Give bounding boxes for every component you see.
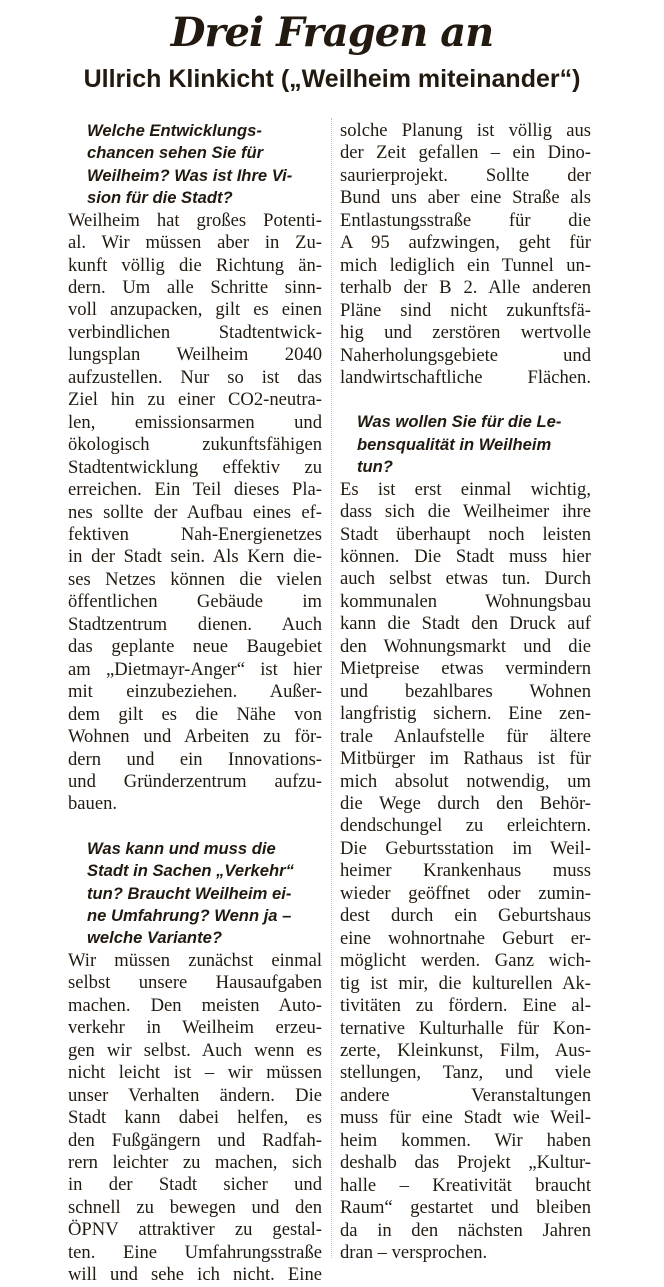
answer-line: in der Stadt sein. Als Kern die- bbox=[68, 546, 322, 568]
answer-line: Wir müssen zunächst einmal bbox=[68, 949, 322, 971]
answer-2-part-2 bbox=[340, 120, 591, 389]
answer-line: ten. Eine Umfahrungsstraße bbox=[68, 1241, 322, 1263]
answer-line: andere Veranstaltungen bbox=[340, 1084, 591, 1106]
question-line: Stadt in Sachen „Verkehr“ bbox=[87, 861, 294, 881]
answer-line: Pläne sind nicht zukunftsfä- bbox=[340, 299, 591, 321]
answer-line: da in den nächsten Jahren bbox=[340, 1219, 591, 1241]
answer-line: das geplante neue Baugebiet bbox=[68, 636, 322, 658]
answer-line: ÖPNV attraktiver zu gestal- bbox=[68, 1219, 322, 1241]
answer-line: Stadtzentrum dienen. Auch bbox=[68, 613, 322, 635]
answer-line: auch selbst etwas tun. Durch bbox=[340, 568, 591, 590]
answer-line: in der Stadt sicher und bbox=[68, 1174, 322, 1196]
answer-line: will und sehe ich nicht. Eine bbox=[68, 1264, 322, 1286]
answer-line: mich absolut notwendig, um bbox=[340, 770, 591, 792]
answer-line: öffentlichen Gebäude im bbox=[68, 591, 322, 613]
question-line: sion für die Stadt? bbox=[87, 188, 233, 208]
answer-line: ses Netzes können die vielen bbox=[68, 568, 322, 590]
column-divider bbox=[331, 118, 332, 1258]
question-line: Was wollen Sie für die Le- bbox=[357, 412, 562, 432]
answer-line: hig und zerstören wertvolle bbox=[340, 322, 591, 344]
answer-line: deshalb das Projekt „Kultur- bbox=[340, 1152, 591, 1174]
answer-line: Entlastungsstraße für die bbox=[340, 209, 591, 231]
section-gap bbox=[340, 389, 591, 411]
answer-line: mich lediglich ein Tunnel un- bbox=[340, 254, 591, 276]
answer-line: kommunalen Wohnungsbau bbox=[340, 590, 591, 612]
answer-line: mit einzubeziehen. Außer- bbox=[68, 681, 322, 703]
answer-line: nes sollte der Aufbau eines ef- bbox=[68, 501, 322, 523]
question-line: tun? bbox=[357, 457, 393, 477]
answer-line: wieder geöffnet oder zumin- bbox=[340, 882, 591, 904]
answer-line: landwirtschaftliche Flächen. bbox=[340, 366, 591, 388]
answer-line: Raum“ gestartet und bleiben bbox=[340, 1197, 591, 1219]
answer-line: nicht leicht ist – wir müssen bbox=[68, 1062, 322, 1084]
answer-line: muss für eine Stadt wie Weil- bbox=[340, 1107, 591, 1129]
answer-line: eine wohnortnahe Geburt er- bbox=[340, 927, 591, 949]
answer-line: zerte, Kleinkunst, Film, Aus- bbox=[340, 1039, 591, 1061]
question-line: Weilheim? Was ist Ihre Vi- bbox=[87, 165, 293, 185]
answer-line: len, emissionsarmen und bbox=[68, 411, 322, 433]
answer-line: verkehr in Weilheim erzeu- bbox=[68, 1017, 322, 1039]
answer-line: stellungen, Tanz, und viele bbox=[340, 1062, 591, 1084]
answer-line: halle – Kreativität braucht bbox=[340, 1174, 591, 1196]
answer-line: Es ist erst einmal wichtig, bbox=[340, 478, 591, 500]
answer-line: dest durch ein Geburtshaus bbox=[340, 905, 591, 927]
answer-line: ternative Kulturhalle für Kon- bbox=[340, 1017, 591, 1039]
answer-line: den Wohnungsmarkt und die bbox=[340, 635, 591, 657]
answer-line: Mietpreise etwas vermindern bbox=[340, 658, 591, 680]
answer-line: aufzustellen. Nur so ist das bbox=[68, 366, 322, 388]
answer-line: kann die Stadt den Druck auf bbox=[340, 613, 591, 635]
answer-line: dem gilt es die Nähe von bbox=[68, 703, 322, 725]
question-1 bbox=[68, 120, 322, 210]
answer-line: und bezahlbares Wohnen bbox=[340, 680, 591, 702]
answer-line: Wohnen und Arbeiten zu för- bbox=[68, 726, 322, 748]
answer-line: unser Verhalten ändern. Die bbox=[68, 1084, 322, 1106]
answer-line: Stadt überhaupt noch leisten bbox=[340, 523, 591, 545]
answer-line: der Zeit gefallen – ein Dino- bbox=[340, 142, 591, 164]
answer-line: Stadt kann dabei helfen, es bbox=[68, 1107, 322, 1129]
answer-line: al. Wir müssen aber in Zu- bbox=[68, 232, 322, 254]
answer-line: tig ist mir, die kulturellen Ak- bbox=[340, 972, 591, 994]
answer-line: gen wir selbst. Auch wenn es bbox=[68, 1039, 322, 1061]
answer-line: voll anzupacken, gilt es einen bbox=[68, 299, 322, 321]
answer-line: terhalb der B 2. Alle anderen bbox=[340, 277, 591, 299]
answer-line: dass sich die Weilheimer ihre bbox=[340, 501, 591, 523]
answer-line: fektiven Nah-Energienetzes bbox=[68, 523, 322, 545]
question-line: welche Variante? bbox=[87, 928, 222, 948]
answer-line: trale Anlaufstelle für ältere bbox=[340, 725, 591, 747]
answer-line: langfristig sichern. Eine zen- bbox=[340, 703, 591, 725]
answer-line: dern und ein Innovations- bbox=[68, 748, 322, 770]
answer-2-part-1 bbox=[68, 950, 322, 1287]
answer-line: Naherholungsgebiete und bbox=[340, 344, 591, 366]
headline: Drei Fragen an bbox=[170, 9, 494, 56]
answer-line: Bund uns aber eine Straße als bbox=[340, 187, 591, 209]
answer-line: Mitbürger im Rathaus ist für bbox=[340, 748, 591, 770]
answer-line: saurierprojekt. Sollte der bbox=[340, 164, 591, 186]
answer-line: rern leichter zu machen, sich bbox=[68, 1151, 322, 1173]
answer-line: Weilheim hat großes Potenti- bbox=[68, 209, 322, 231]
answer-line: schnell zu bewegen und den bbox=[68, 1196, 322, 1218]
answer-3 bbox=[340, 479, 591, 1265]
answer-line: selbst unsere Hausaufgaben bbox=[68, 972, 322, 994]
answer-line: die Wege durch den Behör- bbox=[340, 793, 591, 814]
answer-line: erreichen. Ein Teil dieses Pla- bbox=[68, 479, 322, 501]
answer-line: Stadtentwicklung effektiv zu bbox=[68, 456, 322, 478]
answer-line: lungsplan Weilheim 2040 bbox=[68, 344, 322, 366]
question-2 bbox=[68, 838, 322, 950]
answer-line: dran – versprochen. bbox=[340, 1242, 488, 1264]
answer-line: ökologisch zukunftsfähigen bbox=[68, 434, 322, 456]
answer-line: machen. Den meisten Auto- bbox=[68, 994, 322, 1016]
question-3 bbox=[340, 411, 591, 478]
question-line: tun? Braucht Weilheim ei- bbox=[87, 883, 292, 903]
answer-line: kunft völlig die Richtung än- bbox=[68, 254, 322, 276]
answer-line: heim kommen. Wir haben bbox=[340, 1129, 591, 1151]
answer-1 bbox=[68, 210, 322, 816]
section-gap bbox=[68, 816, 322, 838]
answer-line: Ziel hin zu einer CO2-neutra- bbox=[68, 389, 322, 411]
column-left bbox=[68, 120, 322, 1287]
question-line: Was kann und muss die bbox=[87, 838, 276, 858]
column-right bbox=[340, 120, 591, 1265]
subheadline: Ullrich Klinkicht („Weilheim miteinander“) bbox=[83, 65, 581, 93]
question-line: bensqualität in Weilheim bbox=[357, 434, 552, 454]
answer-line: und Gründerzentrum aufzu- bbox=[68, 770, 322, 792]
answer-line: bauen. bbox=[68, 793, 118, 815]
answer-line: am „Dietmayr-Anger“ ist hier bbox=[68, 658, 322, 680]
question-line: Welche Entwicklungs- bbox=[87, 121, 262, 140]
answer-line: können. Die Stadt muss hier bbox=[340, 546, 591, 568]
answer-line: tivitäten zu fördern. Eine al- bbox=[340, 995, 591, 1017]
answer-line: den Fußgängern und Radfah- bbox=[68, 1129, 322, 1151]
answer-line: heimer Krankenhaus muss bbox=[340, 860, 591, 882]
answer-line: solche Planung ist völlig aus bbox=[340, 120, 591, 141]
answer-line: dendschungel zu erleichtern. bbox=[340, 815, 591, 837]
answer-line: verbindlichen Stadtentwick- bbox=[68, 321, 322, 343]
question-line: ne Umfahrung? Wenn ja – bbox=[87, 906, 292, 926]
answer-line: möglicht werden. Ganz wich- bbox=[340, 950, 591, 972]
question-line: chancen sehen Sie für bbox=[87, 143, 264, 163]
answer-line: A 95 aufzwingen, geht für bbox=[340, 232, 591, 254]
answer-line: Die Geburtsstation im Weil- bbox=[340, 837, 591, 859]
answer-line: dern. Um alle Schritte sinn- bbox=[68, 276, 322, 298]
